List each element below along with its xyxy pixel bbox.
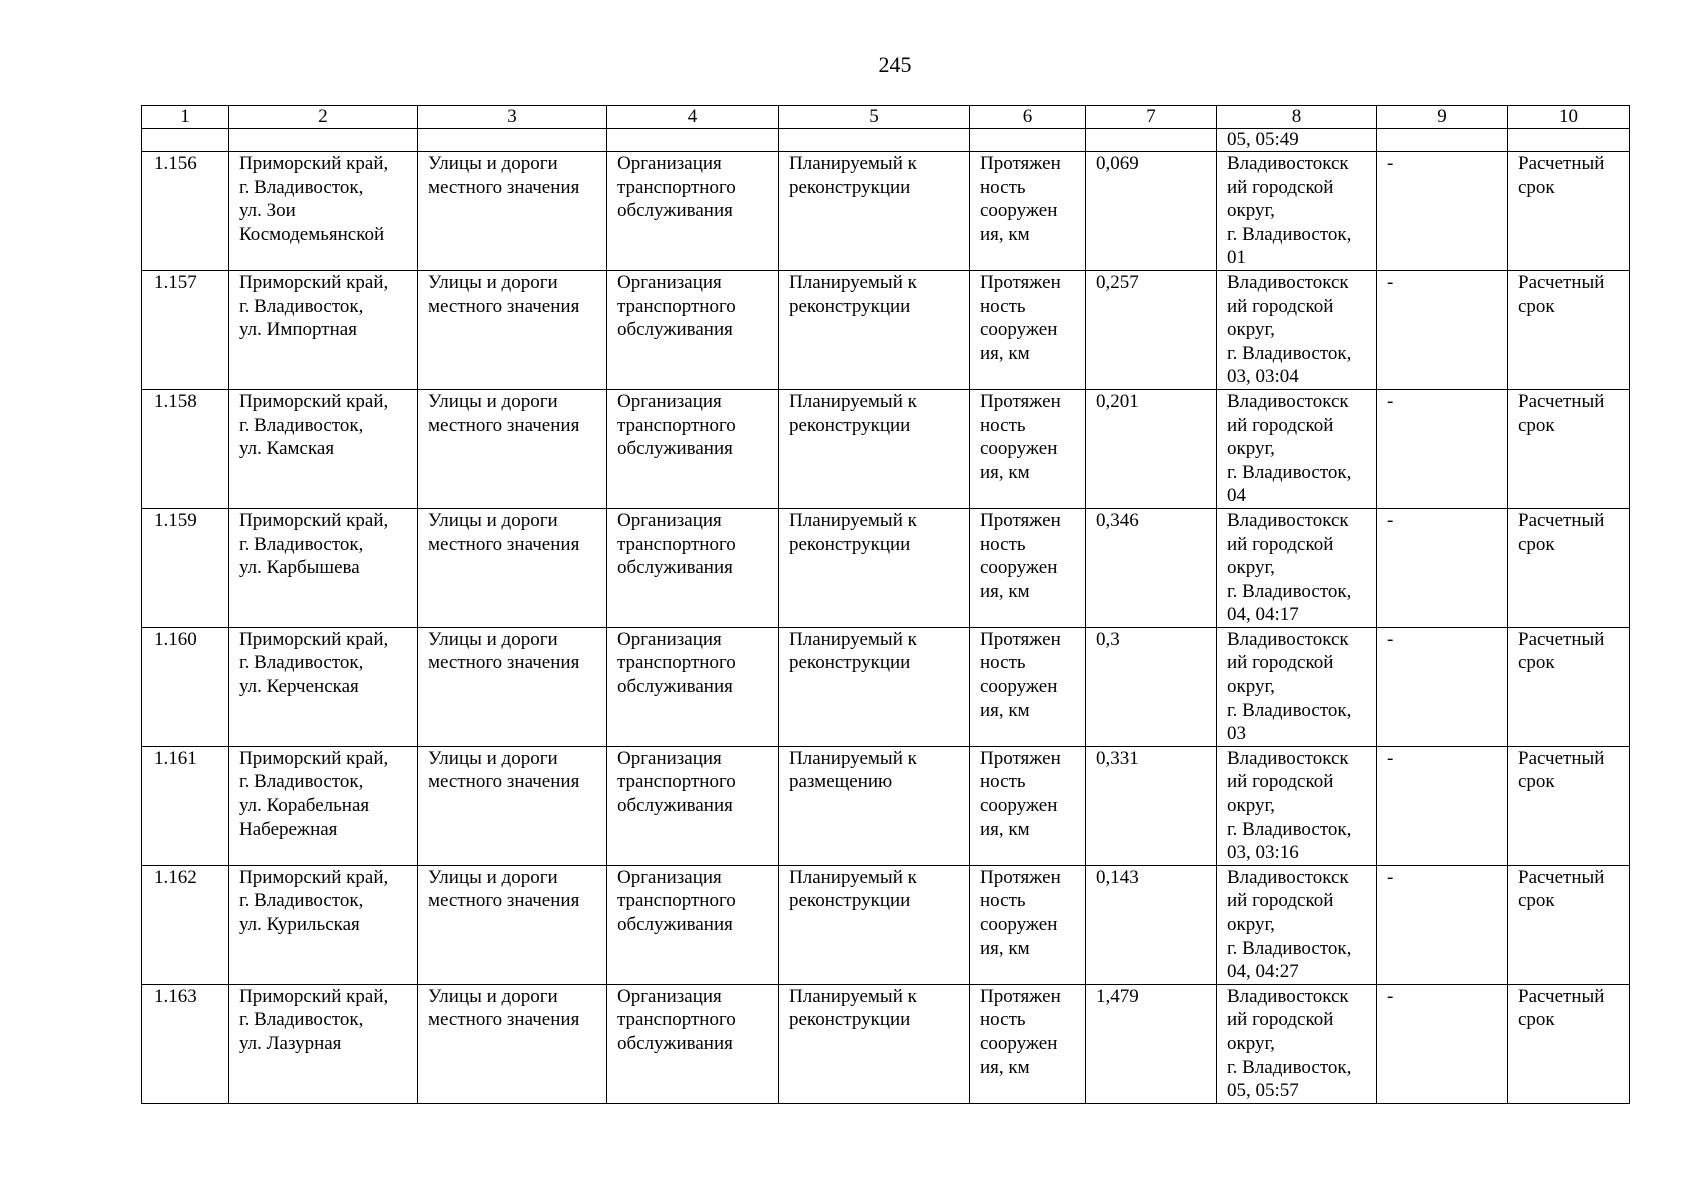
parameter-cell: Протяжен ность сооружен ия, км: [970, 389, 1086, 508]
term-cell: Расчетный срок: [1508, 508, 1630, 627]
purpose-cell: Организация транспортного обслуживания: [607, 984, 779, 1103]
value-cell: 0,069: [1086, 152, 1217, 271]
category-cell: Улицы и дороги местного значения: [418, 627, 607, 746]
table-row: [142, 270, 1630, 389]
row-number: 1.159: [142, 508, 229, 627]
zone-cell: Владивостокск ий городской округ, г. Владивосток, 03, 03:04: [1217, 270, 1377, 389]
category-cell: Улицы и дороги местного значения: [418, 508, 607, 627]
purpose-cell: Организация транспортного обслуживания: [607, 270, 779, 389]
column-number: 7: [1086, 106, 1217, 129]
row-number: 1.158: [142, 389, 229, 508]
table-row: [142, 389, 1630, 508]
column-number: 9: [1377, 106, 1508, 129]
term-cell: Расчетный срок: [1508, 152, 1630, 271]
registry-table: [141, 105, 1630, 1104]
term-cell: Расчетный срок: [1508, 270, 1630, 389]
value-cell: 0,143: [1086, 865, 1217, 984]
row-number: 1.156: [142, 152, 229, 271]
table-cell: [142, 129, 229, 152]
column-number: 1: [142, 106, 229, 129]
row-number: 1.161: [142, 746, 229, 865]
category-cell: Улицы и дороги местного значения: [418, 270, 607, 389]
zone-cell: Владивостокск ий городской округ, г. Владивосток, 01: [1217, 152, 1377, 271]
table-row: [142, 746, 1630, 865]
location-cell: Приморский край, г. Владивосток, ул. Корабельная Набережная: [229, 746, 418, 865]
zone-cell: Владивостокск ий городской округ, г. Владивосток, 05, 05:57: [1217, 984, 1377, 1103]
status-cell: Планируемый к реконструкции: [779, 508, 970, 627]
zone-cell: Владивостокск ий городской округ, г. Владивосток, 04, 04:27: [1217, 865, 1377, 984]
zone-cell: Владивостокск ий городской округ, г. Владивосток, 03: [1217, 627, 1377, 746]
status-cell: Планируемый к размещению: [779, 746, 970, 865]
table-row: [142, 984, 1630, 1103]
category-cell: Улицы и дороги местного значения: [418, 984, 607, 1103]
purpose-cell: Организация транспортного обслуживания: [607, 865, 779, 984]
table-cell: [779, 129, 970, 152]
zone-cell: Владивостокск ий городской округ, г. Владивосток, 03, 03:16: [1217, 746, 1377, 865]
term-cell: Расчетный срок: [1508, 984, 1630, 1103]
continued-row: [142, 129, 1630, 152]
col9-cell: -: [1377, 865, 1508, 984]
table-row: [142, 152, 1630, 271]
table-row: [142, 865, 1630, 984]
column-number: 4: [607, 106, 779, 129]
col9-cell: -: [1377, 270, 1508, 389]
value-cell: 0,346: [1086, 508, 1217, 627]
table-cell: [1086, 129, 1217, 152]
table-cell: [607, 129, 779, 152]
status-cell: Планируемый к реконструкции: [779, 270, 970, 389]
zone-cell: Владивостокск ий городской округ, г. Владивосток, 04, 04:17: [1217, 508, 1377, 627]
location-cell: Приморский край, г. Владивосток, ул. Зои Космодемьянской: [229, 152, 418, 271]
parameter-cell: Протяжен ность сооружен ия, км: [970, 984, 1086, 1103]
table-cell: [1508, 129, 1630, 152]
status-cell: Планируемый к реконструкции: [779, 152, 970, 271]
column-number: 6: [970, 106, 1086, 129]
status-cell: Планируемый к реконструкции: [779, 627, 970, 746]
column-number: 5: [779, 106, 970, 129]
purpose-cell: Организация транспортного обслуживания: [607, 152, 779, 271]
category-cell: Улицы и дороги местного значения: [418, 389, 607, 508]
row-number: 1.157: [142, 270, 229, 389]
parameter-cell: Протяжен ность сооружен ия, км: [970, 152, 1086, 271]
category-cell: Улицы и дороги местного значения: [418, 152, 607, 271]
location-cell: Приморский край, г. Владивосток, ул. Карбышева: [229, 508, 418, 627]
column-number: 10: [1508, 106, 1630, 129]
value-cell: 0,331: [1086, 746, 1217, 865]
category-cell: Улицы и дороги местного значения: [418, 746, 607, 865]
category-cell: Улицы и дороги местного значения: [418, 865, 607, 984]
value-cell: 0,3: [1086, 627, 1217, 746]
location-cell: Приморский край, г. Владивосток, ул. Курильская: [229, 865, 418, 984]
term-cell: Расчетный срок: [1508, 865, 1630, 984]
status-cell: Планируемый к реконструкции: [779, 984, 970, 1103]
column-number: 8: [1217, 106, 1377, 129]
location-cell: Приморский край, г. Владивосток, ул. Лазурная: [229, 984, 418, 1103]
parameter-cell: Протяжен ность сооружен ия, км: [970, 865, 1086, 984]
term-cell: Расчетный срок: [1508, 746, 1630, 865]
column-number: 3: [418, 106, 607, 129]
col9-cell: -: [1377, 152, 1508, 271]
table-cell: [1377, 129, 1508, 152]
status-cell: Планируемый к реконструкции: [779, 865, 970, 984]
purpose-cell: Организация транспортного обслуживания: [607, 508, 779, 627]
location-cell: Приморский край, г. Владивосток, ул. Камская: [229, 389, 418, 508]
column-number-row: [142, 106, 1630, 129]
value-cell: 0,257: [1086, 270, 1217, 389]
parameter-cell: Протяжен ность сооружен ия, км: [970, 270, 1086, 389]
table-cell: 05, 05:49: [1217, 129, 1377, 152]
status-cell: Планируемый к реконструкции: [779, 389, 970, 508]
zone-cell: Владивостокск ий городской округ, г. Владивосток, 04: [1217, 389, 1377, 508]
table-cell: [970, 129, 1086, 152]
table-cell: [418, 129, 607, 152]
row-number: 1.160: [142, 627, 229, 746]
row-number: 1.162: [142, 865, 229, 984]
col9-cell: -: [1377, 508, 1508, 627]
parameter-cell: Протяжен ность сооружен ия, км: [970, 508, 1086, 627]
page-number: 245: [878, 52, 912, 77]
term-cell: Расчетный срок: [1508, 389, 1630, 508]
location-cell: Приморский край, г. Владивосток, ул. Импортная: [229, 270, 418, 389]
purpose-cell: Организация транспортного обслуживания: [607, 627, 779, 746]
column-number: 2: [229, 106, 418, 129]
table-cell: [229, 129, 418, 152]
table-row: [142, 508, 1630, 627]
col9-cell: -: [1377, 746, 1508, 865]
parameter-cell: Протяжен ность сооружен ия, км: [970, 627, 1086, 746]
purpose-cell: Организация транспортного обслуживания: [607, 389, 779, 508]
value-cell: 1,479: [1086, 984, 1217, 1103]
term-cell: Расчетный срок: [1508, 627, 1630, 746]
table-row: [142, 627, 1630, 746]
col9-cell: -: [1377, 389, 1508, 508]
value-cell: 0,201: [1086, 389, 1217, 508]
col9-cell: -: [1377, 627, 1508, 746]
parameter-cell: Протяжен ность сооружен ия, км: [970, 746, 1086, 865]
col9-cell: -: [1377, 984, 1508, 1103]
row-number: 1.163: [142, 984, 229, 1103]
purpose-cell: Организация транспортного обслуживания: [607, 746, 779, 865]
location-cell: Приморский край, г. Владивосток, ул. Керченская: [229, 627, 418, 746]
